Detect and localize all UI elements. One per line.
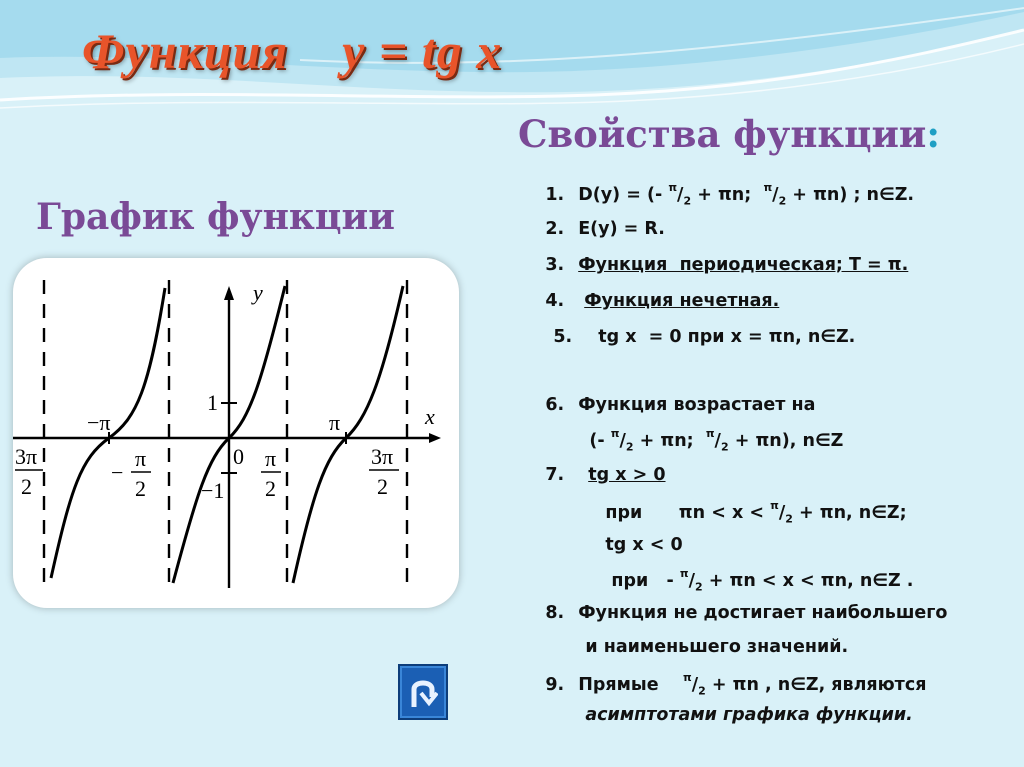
properties-heading [518, 112, 940, 156]
x-axis-label: x [425, 404, 435, 429]
return-button[interactable] [398, 664, 448, 720]
u-turn-arrow-icon [408, 675, 438, 709]
tangent-graph [13, 258, 459, 608]
list-item: 7. tg x > 0 [545, 465, 666, 485]
frac-num-pi2: π [265, 446, 277, 471]
slide-title: Функция y = tg x [82, 23, 503, 79]
x-axis-arrow [429, 433, 441, 443]
list-item-continuation: при - $^\pi/_2 + \pi n < x < \pi n$, n∈Z . [611, 567, 914, 594]
list-item: 1. D(y) = (- $^\pi/_2 + \pi n$; $^\pi/_2 + \pi n$) ; n∈Z. [545, 181, 915, 208]
frac-den-pi2: 2 [265, 476, 276, 501]
tick-label-1: 1 [207, 390, 218, 415]
list-item-continuation: tg x < 0 [605, 535, 683, 555]
tick-label-minus-pi: −π [87, 410, 111, 435]
list-item: 5. tg x = 0 при x = πn, n∈Z. [553, 327, 856, 347]
graph-heading: График функции [36, 196, 395, 238]
list-item-continuation: при $\pi n < x < ^\pi/_2 + \pi n$, n∈Z; [605, 499, 907, 526]
properties-heading-colon: : [926, 112, 941, 156]
list-item: 8. Функция не достигает наибольшего [545, 603, 948, 623]
list-item: 6. Функция возрастает на [545, 395, 816, 415]
y-axis-arrow [224, 286, 234, 300]
frac-num-minus-pi2: π [135, 446, 147, 471]
frac-sign-minus-pi2: − [111, 460, 124, 485]
tangent-branch-right [293, 286, 403, 583]
list-item: 2. E(y) = R. [545, 219, 665, 239]
list-item-continuation: (- $^\pi/_2 + \pi n$; $^\pi/_2 + \pi n$), n∈Z [589, 427, 844, 454]
list-item-continuation: и наименьшего значений. [585, 637, 849, 657]
tick-label-minus-1: −1 [201, 478, 225, 503]
properties-heading-text: Свойства функции [518, 112, 927, 156]
y-axis-label: y [253, 280, 263, 305]
list-item: 4. Функция нечетная. [545, 291, 780, 311]
list-item: 9. Прямые $^\pi/_2 + \pi n$ , n∈Z, являются [545, 671, 927, 698]
origin-label: 0 [233, 444, 244, 469]
frac-den-minus-3pi2: 2 [21, 474, 32, 499]
list-item: 3. Функция периодическая; T = π. [545, 255, 909, 275]
frac-num-minus-3pi2: 3π [15, 444, 38, 469]
graph-canvas [13, 258, 459, 608]
frac-den-3pi2: 2 [377, 474, 388, 499]
frac-den-minus-pi2: 2 [135, 476, 146, 501]
frac-num-3pi2: 3π [371, 444, 394, 469]
list-item-continuation: асимптотами графика функции. [585, 705, 913, 725]
tick-label-pi: π [329, 410, 341, 435]
